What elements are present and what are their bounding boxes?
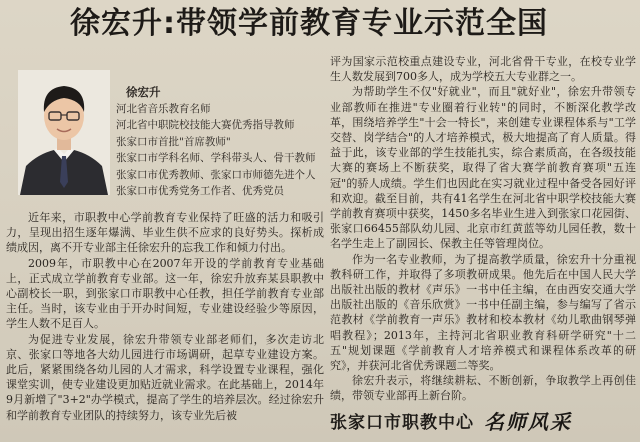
article-paragraph: 作为一名专业教师，为了提高教学质量，徐宏升十分重视教科研工作，并取得了多项教研成果。他先后在中国人民大学出版社出版的教材《声乐》一书中任主编，在由西安交通大学出版社出版的《音乐欣赏》一书中任副主编，参与编写了省示范教材《学前教育一声乐》教材和校本教材《幼儿歌曲钢琴弹唱教程》；2013年，主持河北省职业教育科研学研究"十二五"规划课题《学前教育人才培养模式和课程体系改革的研究》，并获河北省优秀课题二等奖。: [330, 252, 636, 373]
banner-section-name: 张家口市职教中心: [330, 412, 474, 433]
profile-block: [116, 84, 316, 200]
profile-line: 张家口市首批"首席教师": [116, 135, 231, 148]
banner-column-name: 名师风采: [484, 409, 572, 434]
article-left-column: [6, 210, 324, 423]
article-paragraph: 近年来，市职教中心学前教育专业保持了旺盛的活力和吸引力，呈现出招生逐年爆满、毕业生供不应求的良好势头。探析成绩成因，离不开专业部主任徐宏升的忘我工作和倾力付出。: [6, 211, 324, 255]
profile-line: 河北省音乐教育名师: [116, 102, 211, 115]
profile-line: 张家口市优秀党务工作者、优秀党员: [116, 185, 284, 197]
article-paragraph: 徐宏升表示，将继续耕耘、不断创新，争取教学上再创佳绩，带领专业部再上新台阶。: [330, 374, 636, 403]
article-paragraph: 为帮助学生不仅"好就业"，而且"就好业"，徐宏升带领专业部教师在推进"专业圈着行业转"的同时，不断深化教学改革，围绕培养学生"十会一特长"，来创建专业课程体系与"工学交替、岗学结合"的人才培养模式，极大地提高了育人质量。得益于此，该专业部的学生技能扎实，综合素质高，在各级技能大赛的赛场上不断获奖，取得了省大赛学前教育赛项"五连冠"的骄人成绩。学生们也因此在实习就业过程中备受各园好评和欢迎。截至目前，共有41名学生在河北省中职学校技能大赛学前教育赛项中获奖，1450多名毕业生进入到张家口花园街、张家口66455部队幼儿园、北京市红黄蓝等幼儿园任教，数十名学生走上了副园长、保教主任等管理岗位。: [330, 85, 636, 251]
portrait-photo: [18, 70, 110, 195]
profile-line: 张家口市学科名师、学科带头人、骨干教师: [116, 152, 316, 164]
article-paragraph: 2009年，市职教中心在2007年开设的学前教育专业基础上，正式成立学前教育专业部。这一年，徐宏升放弃某县职教中心副校长一职，到张家口市职教中心任教，担任学前教育专业部主任。当时，该专业由于开办时间短，专业建设经验少等原因，学生人数不足百人。: [6, 256, 324, 331]
profile-name: 徐宏升: [126, 85, 161, 99]
page-title: 徐宏升:带领学前教育专业示范全国: [70, 6, 548, 41]
article-paragraph: 评为国家示范校重点建设专业，河北省骨干专业，在校专业学生人数发展到700多人，成为学校五大专业群之一。: [330, 55, 636, 84]
article-right-column: [330, 54, 636, 404]
profile-line: 张家口市优秀教师、张家口市师德先进个人: [116, 168, 316, 181]
portrait-image: [18, 70, 110, 195]
profile-line: 河北省中职院校技能大赛优秀指导教师: [116, 119, 295, 131]
article-paragraph: 为促进专业发展，徐宏升带领专业部老师们，多次走访北京、张家口等地各大幼儿园进行市场调研，起草专业建设方案。此后，紧紧围绕各幼儿园的人才需求，科学设置专业课程，强化课堂实训，使专业建设更加贴近就业需求。在此基础上，2014年9月新增了"3+2"办学模式，提高了学生的培养层次。经过徐宏升和学前教育专业团队的持续努力，该专业先后被: [6, 332, 324, 422]
column-banner: [330, 406, 630, 434]
